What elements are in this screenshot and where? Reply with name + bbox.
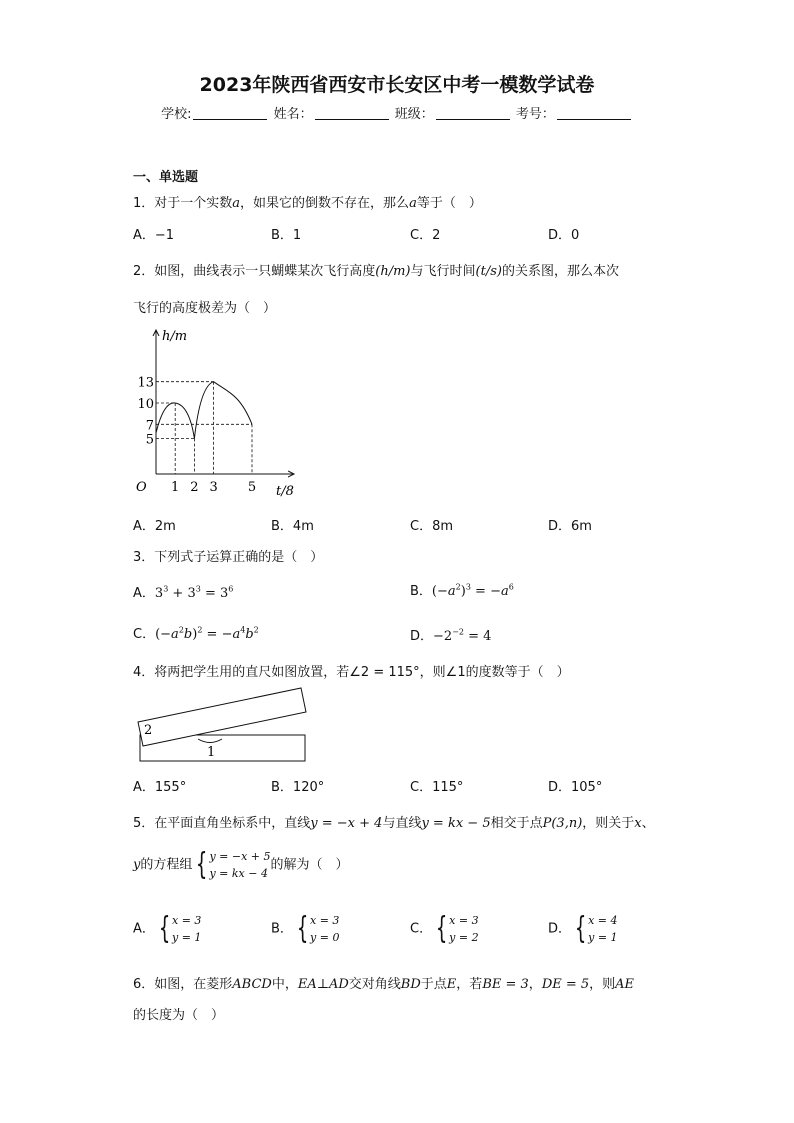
q5-sys-eq1: y = −x + 5 (209, 850, 271, 863)
q6-perp: EA⊥AD (297, 977, 349, 992)
y-tick-7: 7 (145, 418, 154, 434)
q2-option-c[interactable]: C．8m (410, 519, 454, 534)
q5-a-system (172, 912, 201, 946)
y-axis-label: h/m (162, 329, 188, 344)
q1-option-a[interactable]: A．−1 (133, 228, 175, 243)
q2-option-b[interactable]: B．4m (271, 519, 314, 534)
q5-sys-eq2: y = kx − 4 (209, 867, 268, 880)
q3-b-label: B． (410, 584, 432, 599)
q4-option-c[interactable]: C．115° (410, 780, 464, 795)
q1-var-a2: a (409, 196, 417, 211)
q6-abcd: ABCD (232, 977, 272, 992)
angle-1-arc (198, 739, 222, 743)
q6-mid4: ，若 (456, 977, 483, 992)
q3-c-label: C． (133, 627, 156, 642)
school-label: 学校: (161, 107, 192, 122)
q5-c-system (449, 912, 478, 946)
exam-title: 2023年陕西省西安市长安区中考一模数学试卷 (199, 74, 595, 96)
q5-d-y: y = 1 (588, 931, 618, 944)
q2-t-unit: (t/s) (475, 264, 502, 279)
q5-d-brace: { (574, 911, 587, 946)
q3-d-label: D． (410, 629, 434, 644)
q1-text-post: 等于（ ） (416, 196, 482, 211)
x-axis-label: t/8 (276, 484, 294, 499)
q3-a-expr: $3^3 + 3^3 = 3^6$ (154, 584, 234, 601)
angle-1-label: 1 (207, 745, 216, 760)
q3-a-label: A． (133, 586, 155, 601)
q6-mid2: 交对角线 (348, 977, 401, 992)
q1-option-b[interactable]: B．1 (271, 228, 302, 243)
tick-labels (137, 376, 256, 495)
q6-be: BE = 3 (482, 977, 529, 992)
q5-b-label: B． (271, 921, 293, 937)
q5-separator: 、 (641, 816, 655, 831)
number-blank[interactable] (557, 107, 631, 120)
q6-mid1: 中， (271, 977, 298, 992)
butterfly-height-chart (128, 322, 308, 502)
q2-option-a[interactable]: A．2m (133, 519, 176, 534)
tilted-ruler (138, 688, 306, 746)
name-blank[interactable] (315, 107, 389, 120)
q5-eq1: y = −x + 4 (310, 816, 383, 831)
q5-a-label: A． (133, 921, 155, 937)
q5-option-c[interactable] (410, 912, 479, 946)
question-1 (133, 192, 482, 211)
q5-var-x: x (634, 816, 642, 831)
q5-a-x: x = 3 (172, 914, 202, 927)
q5-c-y: y = 2 (449, 931, 479, 944)
q5-option-a[interactable] (133, 912, 201, 946)
q5-text-pre: 5．在平面直角坐标系中，直线 (133, 816, 311, 831)
q6-de: DE = 5 (541, 977, 590, 992)
q6-bd: BD (400, 977, 421, 992)
q1-option-d[interactable]: D．0 (548, 228, 580, 243)
q5-text-mid3: 的方程组 (140, 857, 193, 873)
q1-option-c[interactable]: C．2 (410, 228, 441, 243)
q5-a-y: y = 1 (172, 931, 202, 944)
class-label: 班级： (394, 107, 434, 122)
q6-text-pre: 6．如图，在菱形 (133, 977, 233, 992)
angle-2-label: 2 (144, 723, 153, 738)
q2-h-unit: (h/m) (375, 264, 411, 279)
q2-text-mid: 与飞行时间 (410, 264, 476, 279)
q5-option-b[interactable] (271, 912, 339, 946)
q6-ae: AE (615, 977, 635, 992)
q2-text-pre: 2．如图，曲线表示一只蝴蝶某次飞行高度 (133, 264, 376, 279)
q2-text-post: 的关系图，那么本次 (501, 264, 619, 279)
school-blank[interactable] (193, 107, 267, 120)
q4-option-b[interactable]: B．120° (271, 780, 325, 795)
y-tick-13: 13 (137, 375, 154, 391)
q3-option-c[interactable] (133, 623, 259, 642)
x-tick-5: 5 (247, 480, 257, 495)
question-5-line1 (133, 812, 655, 831)
origin-label: O (136, 480, 147, 495)
question-6-line2: 的长度为（ ） (133, 1008, 225, 1023)
q3-option-d[interactable] (410, 625, 491, 644)
question-2-line2: 飞行的高度极差为（ ） (133, 301, 277, 316)
q2-option-d[interactable]: D．6m (548, 519, 592, 534)
number-label: 考号： (515, 107, 555, 122)
class-blank[interactable] (436, 107, 510, 120)
q3-b-expr: $(-a^2)^3 = -a^6$ (431, 582, 514, 599)
x-tick-2: 2 (190, 480, 199, 495)
q5-c-label: C． (410, 921, 433, 937)
q3-d-expr: $-2^{-2} = 4$ (433, 627, 492, 644)
q1-var-a: a (232, 196, 241, 211)
q1-text-pre: 1．对于一个实数 (133, 196, 233, 211)
q5-c-brace: { (435, 911, 448, 946)
q5-var-y: y (133, 857, 141, 873)
y-tick-10: 10 (137, 397, 154, 412)
x-tick-3: 3 (209, 480, 218, 495)
q5-point: P(3,n) (542, 816, 583, 831)
q5-option-d[interactable] (548, 912, 618, 946)
student-info-line (0, 103, 794, 122)
guide-lines (156, 382, 252, 474)
rulers-figure (136, 686, 312, 766)
q5-a-brace: { (158, 911, 171, 946)
flight-curve (156, 382, 252, 439)
q3-option-b[interactable] (410, 580, 514, 599)
q5-text-post: ，则关于 (582, 816, 635, 831)
q5-b-y: y = 0 (310, 931, 340, 944)
q5-system-brace: { (196, 847, 208, 882)
name-label: 姓名： (273, 107, 313, 122)
question-4: 4．将两把学生用的直尺如图放置，若∠2 = 115°，则∠1的度数等于（ ） (133, 665, 570, 680)
q5-text-mid: 与直线 (382, 816, 422, 831)
q5-b-x: x = 3 (310, 914, 340, 927)
q5-c-x: x = 3 (449, 914, 479, 927)
q5-d-x: x = 4 (588, 914, 618, 927)
question-2-line1 (133, 260, 619, 279)
q5-d-label: D． (548, 921, 572, 937)
q5-d-system (588, 912, 617, 946)
q1-text-mid: ，如果它的倒数不存在，那么 (240, 196, 410, 211)
q3-option-a[interactable] (133, 582, 233, 601)
q4-option-d[interactable]: D．105° (548, 780, 603, 795)
question-5-line2 (133, 848, 349, 882)
y-tick-5: 5 (145, 432, 154, 448)
q4-option-a[interactable]: A．155° (133, 780, 187, 795)
question-6-line1 (133, 973, 634, 992)
q5-text-post2: 的解为（ ） (270, 857, 349, 873)
q5-eq2: y = kx − 5 (421, 816, 491, 831)
q6-mid3: 于点 (420, 977, 447, 992)
q6-mid5: ， (528, 977, 542, 992)
q5-system (209, 848, 270, 882)
q5-text-mid2: 相交于点 (490, 816, 543, 831)
x-tick-1: 1 (171, 480, 180, 495)
question-3: 3．下列式子运算正确的是（ ） (133, 550, 324, 565)
q6-e: E (446, 977, 457, 992)
q3-c-expr: $(-a^2b)^2 = -a^4b^2$ (155, 625, 259, 642)
q5-b-brace: { (296, 911, 309, 946)
q6-mid6: ，则 (589, 977, 616, 992)
section-heading: 一、单选题 (133, 170, 199, 185)
q5-b-system (310, 912, 339, 946)
